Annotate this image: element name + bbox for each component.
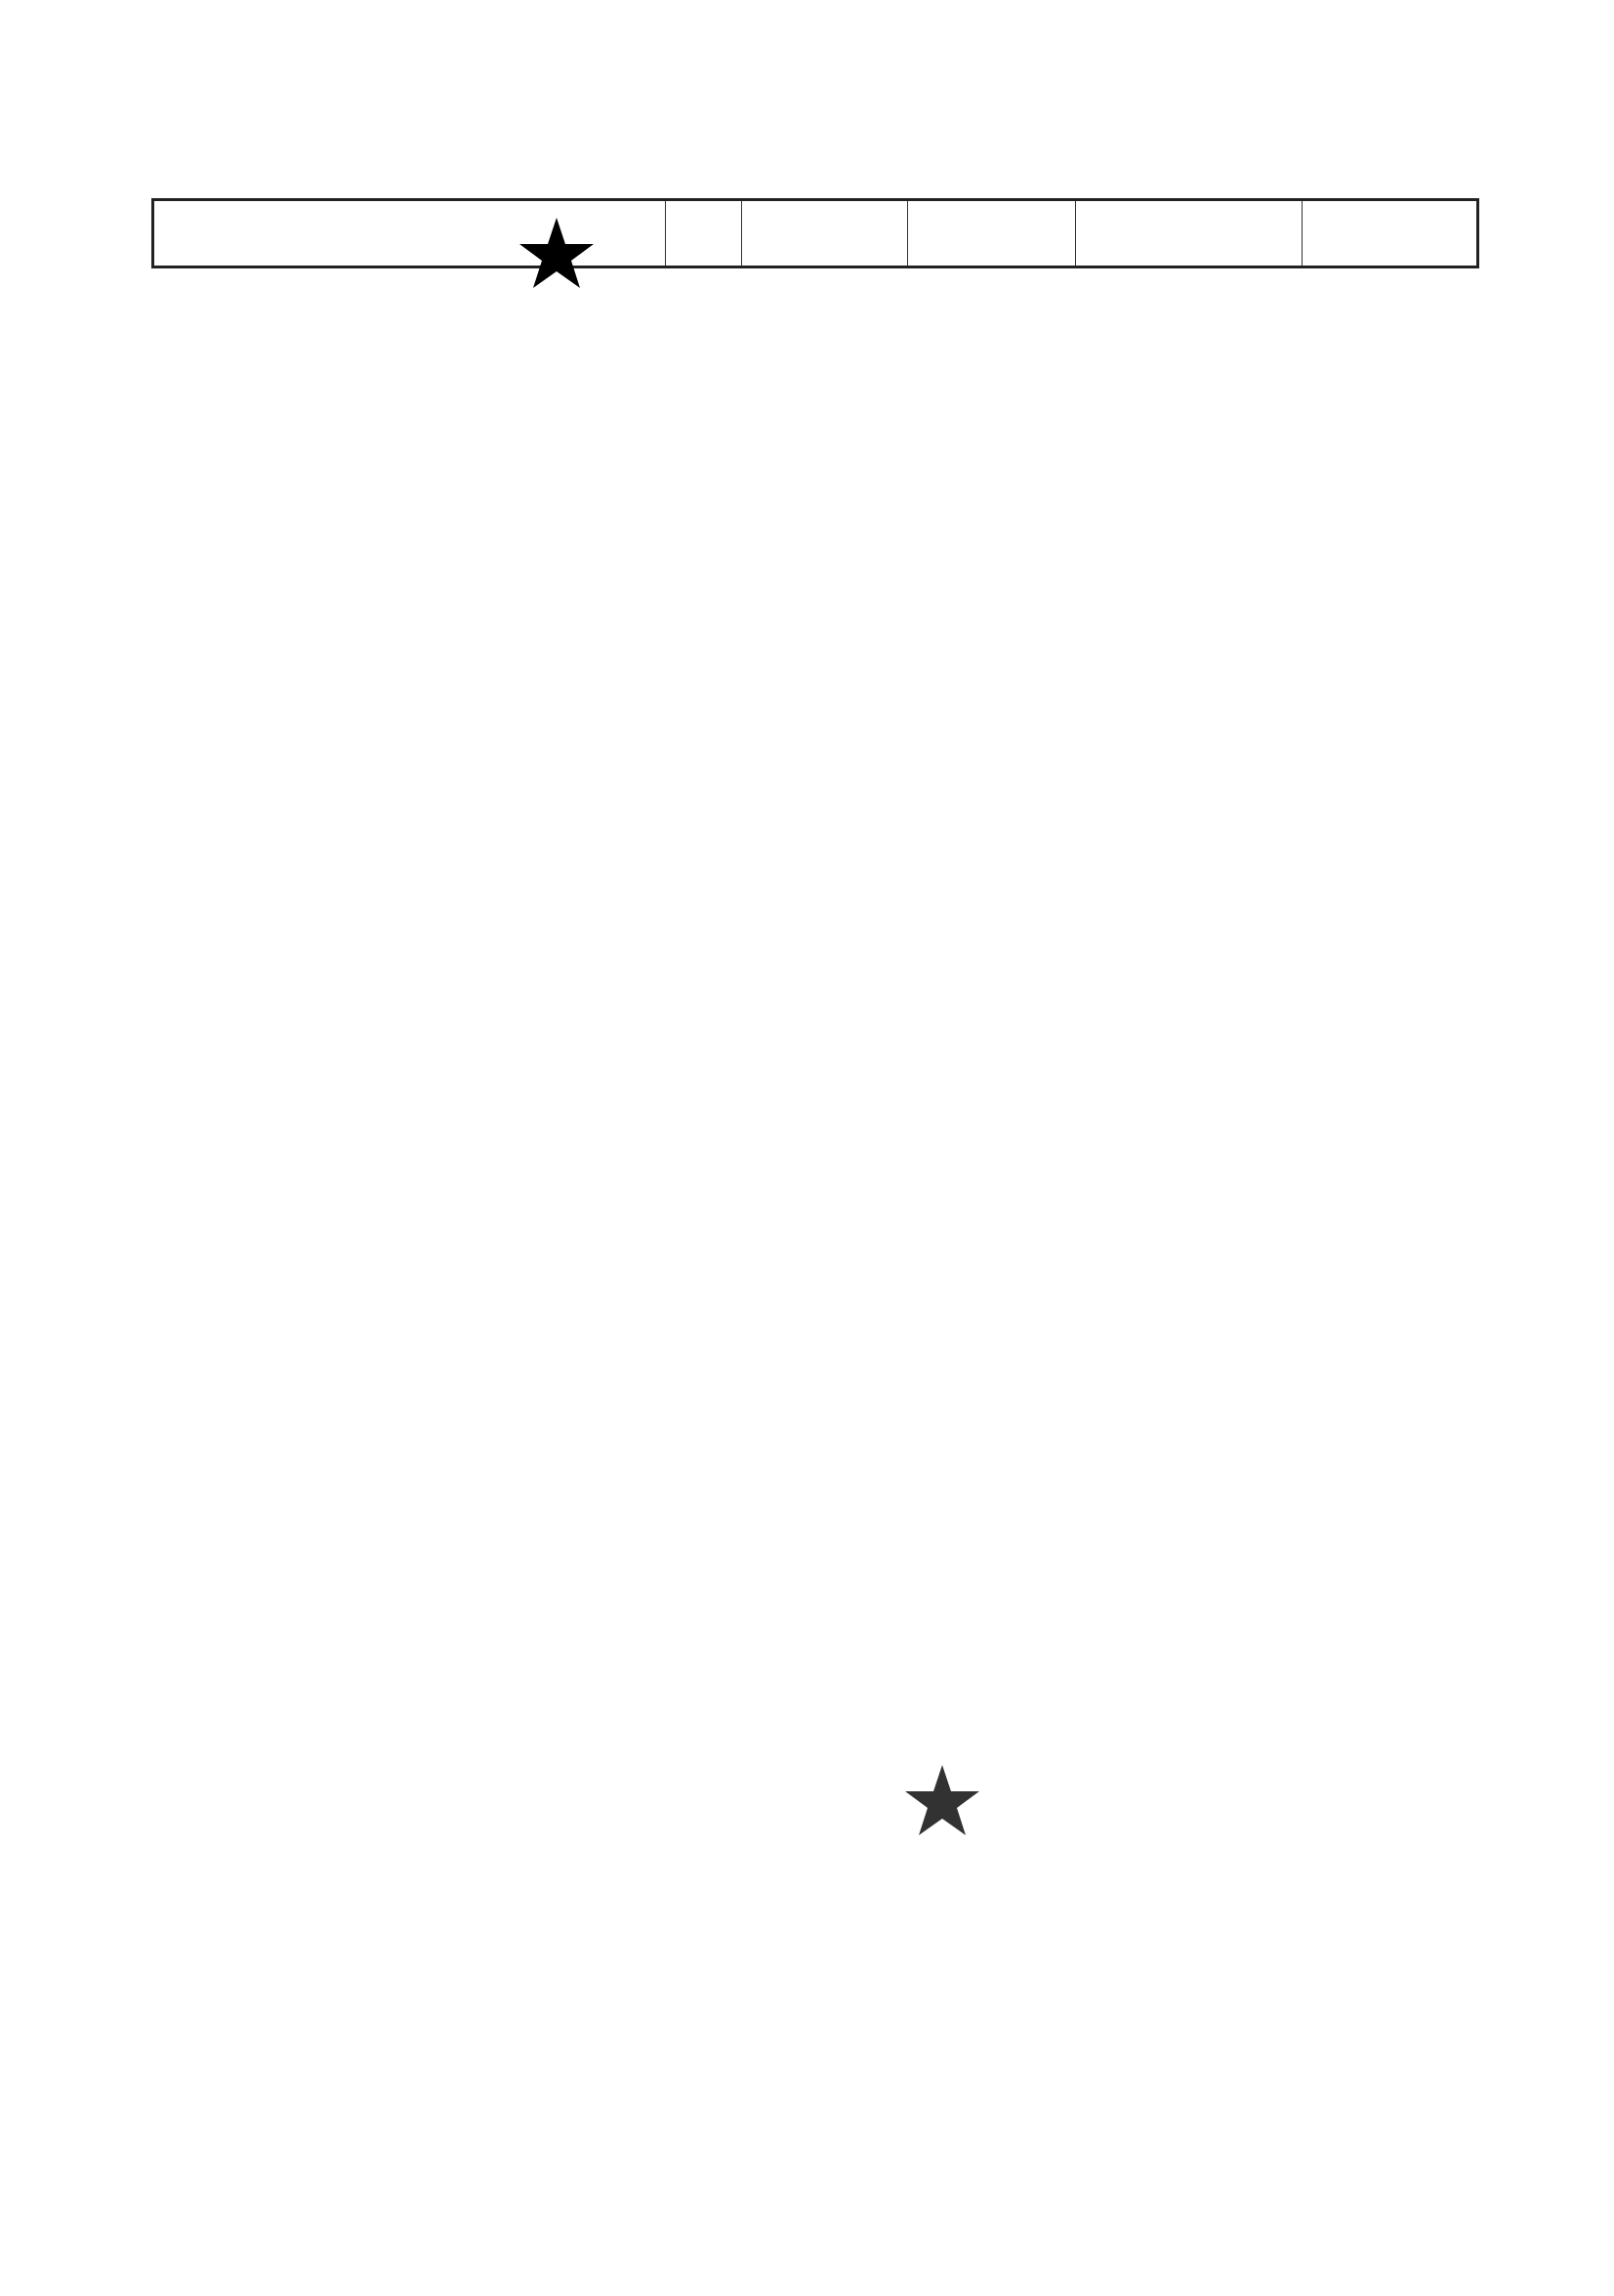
col-header-2024-final — [742, 200, 908, 267]
table-header-row — [153, 200, 1478, 267]
budget-table-container — [151, 198, 1476, 268]
col-header-name — [153, 200, 666, 267]
col-header-code — [666, 200, 742, 267]
col-header-q3-actual — [1076, 200, 1303, 267]
preparer-signature — [1211, 2172, 1357, 2250]
col-header-2025-budget — [908, 200, 1076, 267]
leader-signature — [288, 2128, 464, 2245]
official-seal-bottom — [796, 1660, 1089, 1952]
col-header-ytd — [1303, 200, 1478, 267]
supervisor-signature — [762, 1757, 1015, 1952]
budget-table — [151, 198, 1479, 268]
